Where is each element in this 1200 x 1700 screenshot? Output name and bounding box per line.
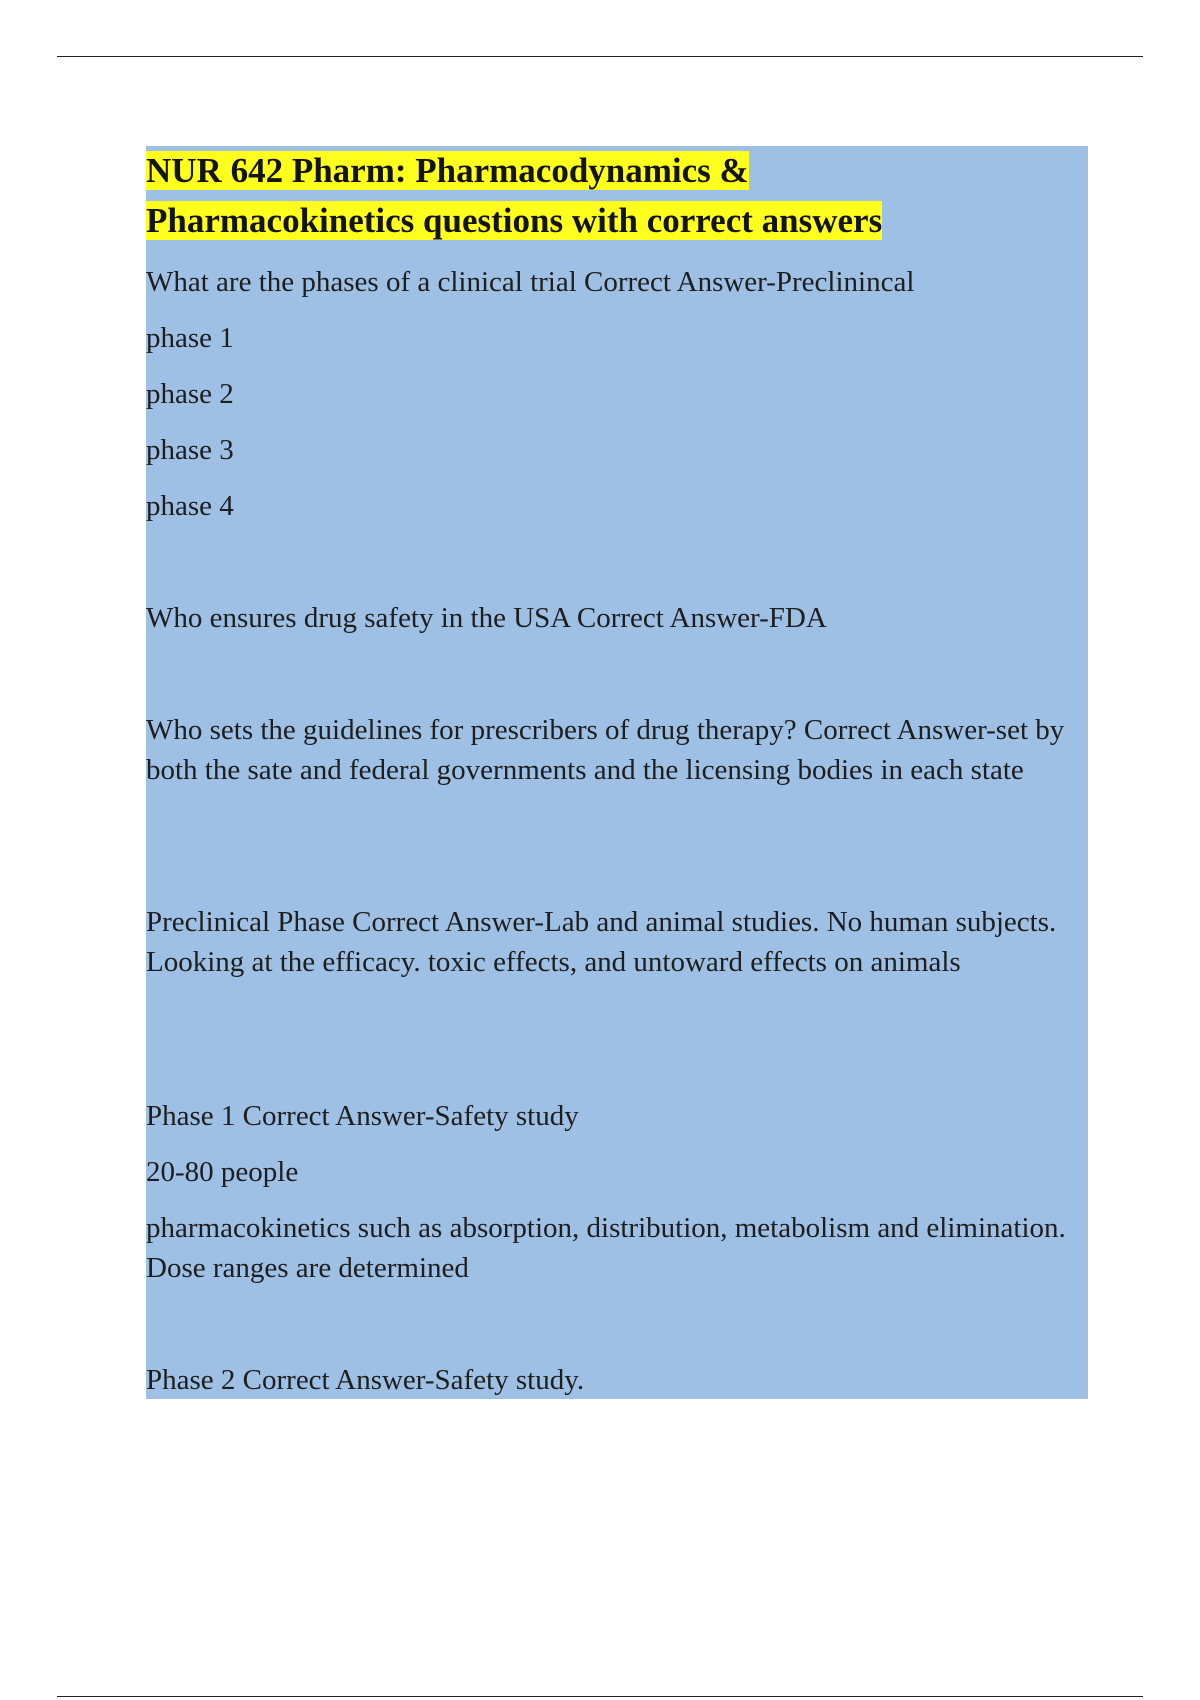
qa-phase1-people: 20-80 people: [146, 1156, 299, 1188]
footer-rule: [57, 1696, 1143, 1697]
phase-item: phase 2: [146, 378, 234, 410]
qa-phase1-detail: pharmacokinetics such as absorption, distribution, metabolism and elimination. Dose ranges are determined: [146, 1212, 1066, 1284]
qa-phases-question: What are the phases of a clinical trial Correct Answer-Preclinincal: [146, 266, 915, 298]
qa-phase1-heading: Phase 1 Correct Answer-Safety study: [146, 1100, 579, 1132]
phase-item: phase 4: [146, 490, 234, 522]
document-content: [146, 146, 1088, 1399]
qa-drug-safety: Who ensures drug safety in the USA Correct Answer-FDA: [146, 602, 827, 634]
title-line-2: Pharmacokinetics questions with correct answers: [146, 201, 883, 240]
title-line-1: NUR 642 Pharm: Pharmacodynamics &: [146, 151, 749, 190]
qa-phase2-heading: Phase 2 Correct Answer-Safety study.: [146, 1364, 585, 1396]
phase-item: phase 3: [146, 434, 234, 466]
phase-item: phase 1: [146, 322, 234, 354]
document-title: [146, 146, 1088, 246]
header-rule: [57, 56, 1143, 57]
qa-guidelines: Who sets the guidelines for prescribers of drug therapy? Correct Answer-set by both the sate and federal governments and the licensing bodies in each state: [146, 714, 1065, 786]
qa-preclinical: Preclinical Phase Correct Answer-Lab and animal studies. No human subjects. Looking at the efficacy. toxic effects, and untoward effects on animals: [146, 906, 1057, 978]
